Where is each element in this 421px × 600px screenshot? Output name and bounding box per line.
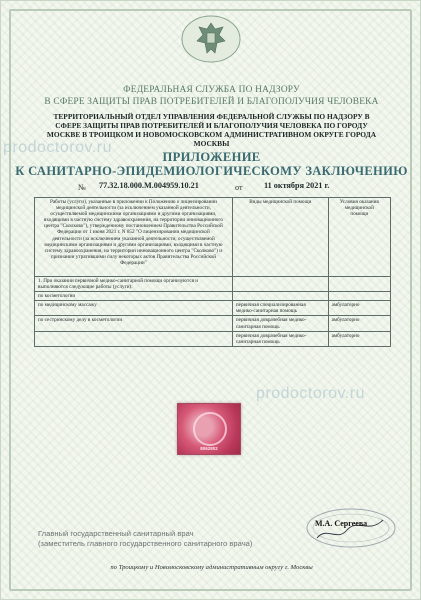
agency-name-line2: В СФЕРЕ ЗАЩИТЫ ПРАВ ПОТРЕБИТЕЛЕЙ И БЛАГОПОЛУЧИЯ ЧЕЛОВЕКА (44, 97, 379, 107)
table-cell: амбулаторно (328, 316, 390, 331)
table-cell: амбулаторно (328, 301, 390, 316)
table-row (35, 301, 391, 316)
signer-position-line1: Главный государственный санитарный врач (38, 529, 194, 538)
hologram-code: 8062802 (200, 446, 218, 451)
date-prefix: от (235, 183, 243, 192)
document-title-line1: ПРИЛОЖЕНИЕ (162, 150, 261, 164)
document-title-line2: К САНИТАРНО-ЭПИДЕМИОЛОГИЧЕСКОМУ ЗАКЛЮЧЕНИЮ (15, 164, 408, 178)
table-cell: 1. При оказании первичной медико-санитарной помощи организуются и выполняются следующие работы (услуги): (35, 277, 233, 292)
table-row (35, 277, 391, 292)
footer-jurisdiction: по Троицкому и Новомосковскому административным округу г. Москвы (110, 564, 313, 571)
table-cell (35, 331, 233, 346)
table-row (35, 331, 391, 346)
coat-of-arms-emblem (181, 15, 241, 63)
header-cell-conditions: Условия оказания медицинской помощи (328, 198, 390, 277)
table-cell: амбулаторно (328, 331, 390, 346)
table-cell: по медицинскому массажу (35, 301, 233, 316)
table-cell: первичная специализированная медико-санитарная помощь (232, 301, 328, 316)
header-cell-care-type: Виды медицинской помощи (232, 198, 328, 277)
table-cell: по косметологии (35, 292, 233, 301)
hologram-seal (177, 403, 241, 455)
table-header-row (35, 198, 391, 277)
department-name: ТЕРРИТОРИАЛЬНЫЙ ОТДЕЛ УПРАВЛЕНИЯ ФЕДЕРАЛЬНОЙ СЛУЖБЫ ПО НАДЗОРУ В СФЕРЕ ЗАЩИТЫ ПРАВ ПОТРЕБИТЕЛЕЙ И БЛАГОПОЛУЧИЯ ЧЕЛОВЕКА ПО ГОРОДУ МОСКВЕ В ТРОИЦКОМ И НОВОМОСКОВСКОМ АДМИНИСТРАТИВНОМ ОКРУГЕ ГОРОДА МОСКВЫ (46, 112, 377, 148)
header-cell-services: Работы (услуги), указанные в приложении к Положению о лицензировании медицинской деятельности (за исключением указанной деятельности, осуществляемой медицинскими организациями и другими организациями, входящими в частную систему здравоохранения, на территории инновационного центра "Сколково"), утвержденному постановлением Правительства Российской Федерации от 1 июня 2021 г. N 852 "О лицензировании медицинской деятельности (за исключением указанной деятельности, осуществляемой медицинскими организациями и другими организациями, входящими в частную систему здравоохранения, на территории инновационного центра "Сколково") и признании утратившими силу некоторых актов Правительства Российской Федерации" (35, 198, 233, 277)
number-sign: № (78, 183, 86, 192)
services-table (34, 197, 391, 347)
document-number: 77.32.18.000.М.004959.10.21 (99, 181, 199, 190)
table-cell: первичная доврачебная медико- санитарная помощь (232, 316, 328, 331)
table-cell (328, 292, 390, 301)
agency-name-line1: ФЕДЕРАЛЬНАЯ СЛУЖБА ПО НАДЗОРУ (123, 85, 300, 95)
site-watermark: prodoctorov.ru (256, 385, 365, 402)
table-cell: первичная доврачебная медико- санитарная помощь (232, 331, 328, 346)
table-row (35, 316, 391, 331)
document-date: 11 октября 2021 г. (264, 181, 330, 190)
table-cell (232, 277, 328, 292)
table-cell (232, 292, 328, 301)
signer-position-line2: (заместитель главного государственного санитарного врача) (38, 539, 253, 548)
table-row (35, 292, 391, 301)
table-cell: по сестринскому делу в косметологии (35, 316, 233, 331)
table-cell (328, 277, 390, 292)
official-stamp (303, 506, 399, 550)
site-watermark: prodoctorov.ru (3, 139, 112, 156)
hologram-ring (193, 412, 227, 446)
signer-name: М.А. Сергеева (315, 519, 368, 528)
